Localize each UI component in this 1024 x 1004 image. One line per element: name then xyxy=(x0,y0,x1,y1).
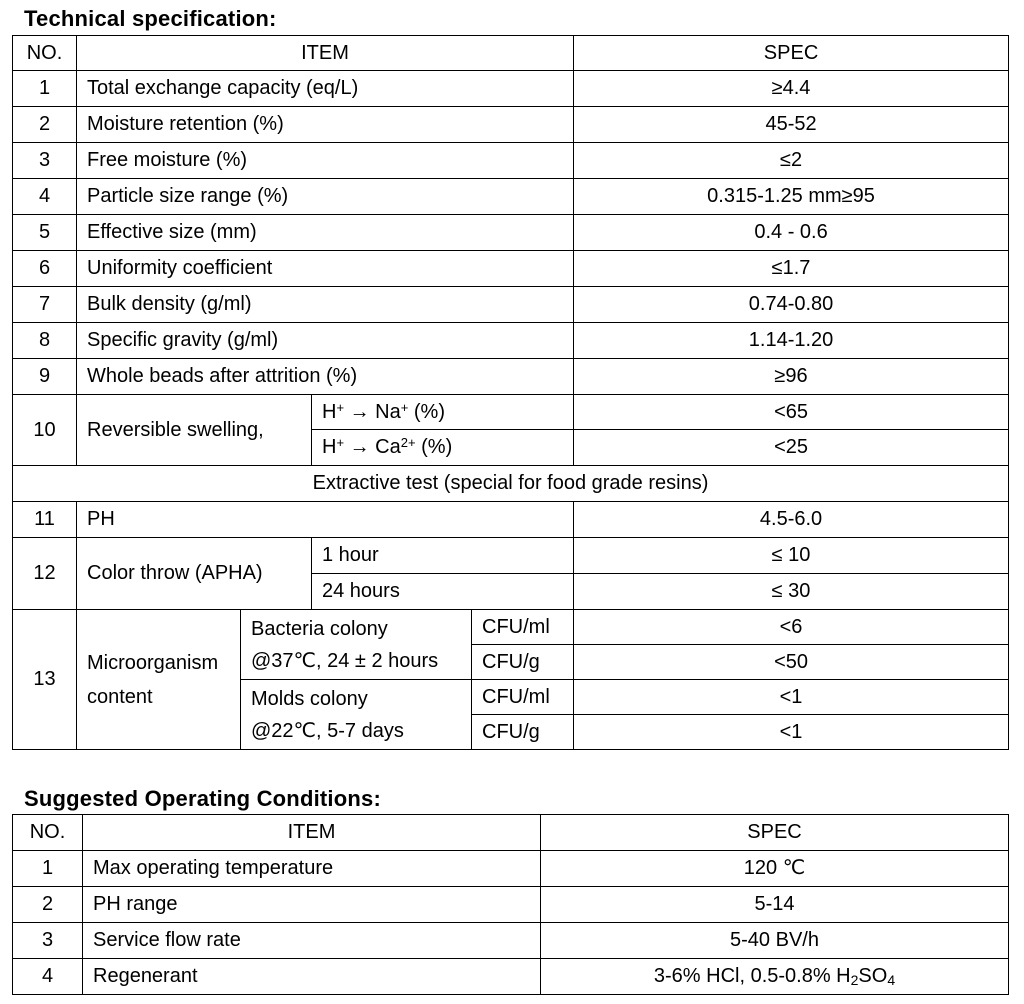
row-item: Particle size range (%) xyxy=(77,179,574,215)
row-spec: 0.74-0.80 xyxy=(574,287,1009,323)
unit-cell: CFU/ml xyxy=(472,610,574,645)
molds-line1: Molds colony xyxy=(251,687,368,710)
row-spec: 5-14 xyxy=(541,887,1009,923)
header-spec: SPEC xyxy=(574,36,1009,71)
regenerant-spec-main: 3-6% HCl, 0.5-0.8% H xyxy=(653,965,851,987)
swelling-na-h: H xyxy=(322,400,337,423)
row-spec: ≤2 xyxy=(574,143,1009,179)
row-spec: <65 xyxy=(574,395,1009,430)
swelling-na-post: (%) xyxy=(408,400,445,423)
table-row xyxy=(13,179,1009,215)
swelling-ca xyxy=(312,430,574,466)
row-spec: 45-52 xyxy=(574,107,1009,143)
swelling-ca-post: (%) xyxy=(415,436,453,458)
table-row xyxy=(13,323,1009,359)
regenerant-sub2: 4 xyxy=(887,972,896,988)
table-row xyxy=(13,887,1009,923)
header-no: NO. xyxy=(13,36,77,71)
row-no: 12 xyxy=(13,538,77,610)
row-item: Service flow rate xyxy=(83,923,541,959)
row-no: 2 xyxy=(13,887,83,923)
table-row xyxy=(13,538,1009,574)
row-item: Bulk density (g/ml) xyxy=(77,287,574,323)
row-spec: ≤ 30 xyxy=(574,574,1009,610)
row-no: 5 xyxy=(13,215,77,251)
row-item: Specific gravity (g/ml) xyxy=(77,323,574,359)
molds-line2: @22℃, 5-7 days xyxy=(251,719,404,742)
table-row xyxy=(13,502,1009,538)
bacteria-line1: Bacteria colony xyxy=(251,617,388,640)
extractive-test-title: Extractive test (special for food grade resins) xyxy=(13,466,1009,502)
technical-spec-table xyxy=(12,35,1009,750)
row-item: Color throw (APHA) xyxy=(77,538,312,610)
row-spec: ≤ 10 xyxy=(574,538,1009,574)
swelling-ca-sup1: + xyxy=(336,435,345,450)
table-row xyxy=(13,610,1009,645)
row-no: 4 xyxy=(13,959,83,995)
table-header-row xyxy=(13,815,1009,851)
table-row xyxy=(13,143,1009,179)
technical-spec-title: Technical specification: xyxy=(24,6,277,31)
swelling-na-sup2: + xyxy=(400,399,409,415)
row-spec: <6 xyxy=(574,610,1009,645)
row-no: 7 xyxy=(13,287,77,323)
regenerant-sub1: 2 xyxy=(850,972,859,988)
table-header-row xyxy=(13,36,1009,71)
swelling-na xyxy=(312,395,574,430)
row-spec: <1 xyxy=(574,680,1009,715)
row-item: Regenerant xyxy=(83,959,541,995)
header-no: NO. xyxy=(13,815,83,851)
row-spec: <25 xyxy=(574,430,1009,466)
swelling-ca-sup2: 2+ xyxy=(400,435,416,450)
row-item: Reversible swelling, xyxy=(77,395,312,466)
header-spec: SPEC xyxy=(541,815,1009,851)
row-no: 8 xyxy=(13,323,77,359)
row-item: Max operating temperature xyxy=(83,851,541,887)
row-no: 2 xyxy=(13,107,77,143)
bacteria-line2: @37℃, 24 ± 2 hours xyxy=(251,649,439,672)
table-row xyxy=(13,287,1009,323)
row-spec: 0.4 - 0.6 xyxy=(574,215,1009,251)
row-item: Uniformity coefficient xyxy=(77,251,574,287)
swelling-na-mid: → Na xyxy=(344,400,401,423)
operating-conditions-title: Suggested Operating Conditions: xyxy=(24,786,381,811)
row-spec: 5-40 BV/h xyxy=(541,923,1009,959)
row-no: 10 xyxy=(13,395,77,466)
row-item: Moisture retention (%) xyxy=(77,107,574,143)
row-no: 6 xyxy=(13,251,77,287)
row-no: 3 xyxy=(13,923,83,959)
row-no: 4 xyxy=(13,179,77,215)
regenerant-spec-mid: SO xyxy=(858,965,888,987)
header-item: ITEM xyxy=(83,815,541,851)
table-row xyxy=(13,359,1009,395)
row-item: PH xyxy=(77,502,574,538)
row-item: Total exchange capacity (eq/L) xyxy=(77,71,574,107)
table-row xyxy=(13,959,1009,995)
molds-colony xyxy=(241,680,472,750)
row-no: 1 xyxy=(13,851,83,887)
swelling-na-sup1: + xyxy=(336,399,345,415)
unit-cell: CFU/g xyxy=(472,715,574,750)
row-item: Effective size (mm) xyxy=(77,215,574,251)
row-spec: 0.315-1.25 mm≥95 xyxy=(574,179,1009,215)
swelling-ca-h: H xyxy=(322,436,337,458)
table-row xyxy=(13,107,1009,143)
microorganism-line1: Microorganism xyxy=(87,651,219,674)
microorganism-item xyxy=(77,610,241,750)
regenerant-spec xyxy=(541,959,1009,995)
section-row xyxy=(13,466,1009,502)
table-row xyxy=(13,923,1009,959)
microorganism-line2: content xyxy=(87,685,153,708)
row-no: 3 xyxy=(13,143,77,179)
row-no: 11 xyxy=(13,502,77,538)
row-spec: <50 xyxy=(574,645,1009,680)
row-no: 1 xyxy=(13,71,77,107)
row-spec: ≤1.7 xyxy=(574,251,1009,287)
table-row xyxy=(13,71,1009,107)
row-no: 9 xyxy=(13,359,77,395)
row-no: 13 xyxy=(13,610,77,750)
table-row xyxy=(13,851,1009,887)
row-spec: <1 xyxy=(574,715,1009,750)
operating-conditions-table xyxy=(12,814,1009,995)
row-item: Free moisture (%) xyxy=(77,143,574,179)
table-row xyxy=(13,251,1009,287)
color-throw-24h: 24 hours xyxy=(312,574,574,610)
table-row xyxy=(13,395,1009,430)
swelling-ca-mid: → Ca xyxy=(344,436,401,458)
header-item: ITEM xyxy=(77,36,574,71)
row-spec: ≥4.4 xyxy=(574,71,1009,107)
row-spec: 120 ℃ xyxy=(541,851,1009,887)
unit-cell: CFU/g xyxy=(472,645,574,680)
bacteria-colony xyxy=(241,610,472,680)
row-spec: 4.5-6.0 xyxy=(574,502,1009,538)
unit-cell: CFU/ml xyxy=(472,680,574,715)
row-spec: ≥96 xyxy=(574,359,1009,395)
table-row xyxy=(13,215,1009,251)
row-spec: 1.14-1.20 xyxy=(574,323,1009,359)
row-item: PH range xyxy=(83,887,541,923)
color-throw-1h: 1 hour xyxy=(312,538,574,574)
row-item: Whole beads after attrition (%) xyxy=(77,359,574,395)
